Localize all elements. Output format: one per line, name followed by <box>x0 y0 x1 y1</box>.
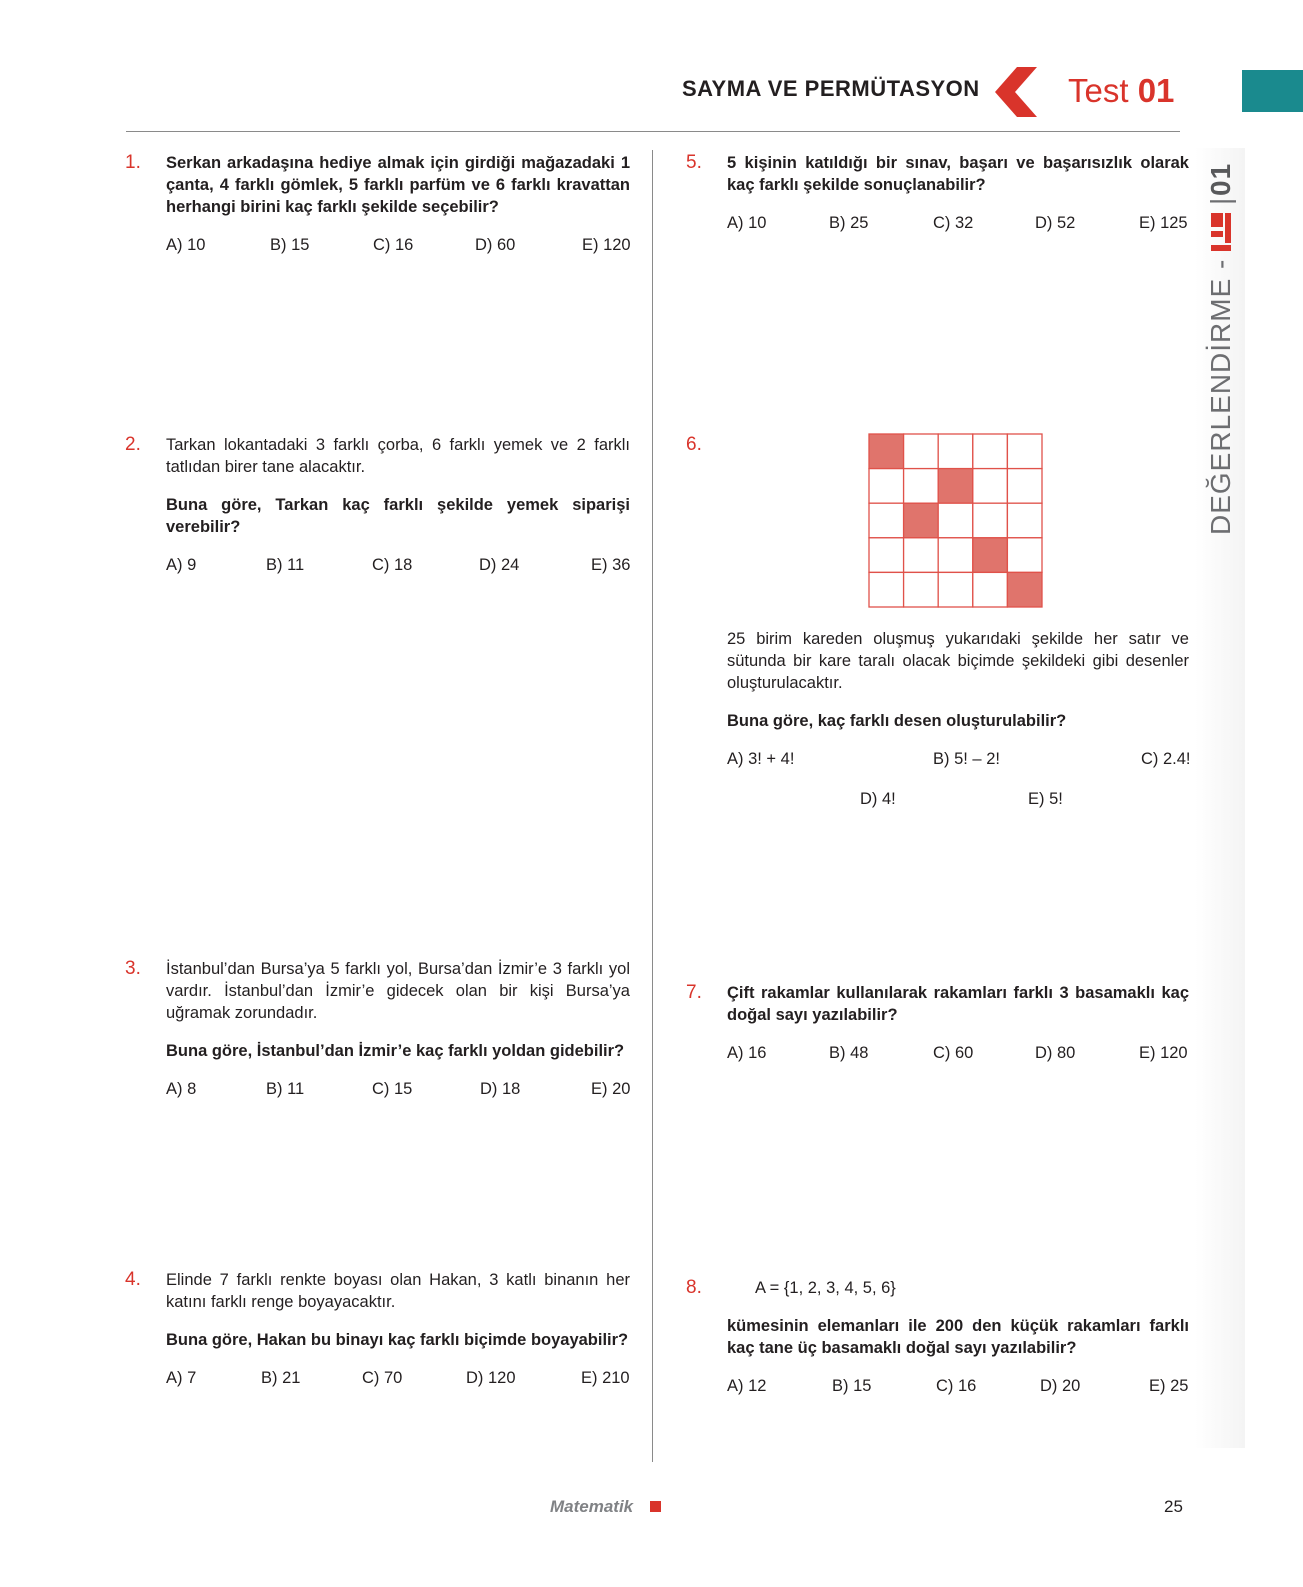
test-number: 01 <box>1137 72 1175 109</box>
choice-e[interactable]: E) 20 <box>591 1080 631 1098</box>
grid-cell <box>938 572 973 607</box>
grid-cell <box>869 503 904 538</box>
grid-cell <box>973 572 1008 607</box>
question-text: 5 kişinin katıldığı bir sınav, başarı ve başarısızlık olarak kaç farklı şekilde sonuçlanabilir? <box>727 154 1189 194</box>
choice-d[interactable]: D) 80 <box>1035 1044 1076 1062</box>
set-definition: A = {1, 2, 3, 4, 5, 6} <box>755 1279 896 1297</box>
question-text: Tarkan lokantadaki 3 farklı çorba, 6 farklı yemek ve 2 farklı tatlıdan birer tane alacaktır. <box>166 436 630 476</box>
choice-c[interactable]: C) 32 <box>933 214 974 232</box>
question-text: Elinde 7 farklı renkte boyası olan Hakan, 3 katlı binanın her katını farklı renge boyayacaktır. <box>166 1271 630 1311</box>
answer-choices <box>727 1042 1189 1064</box>
test-label <box>1068 72 1174 110</box>
question-prompt: Buna göre, kaç farklı desen oluşturulabilir? <box>727 712 1067 730</box>
choice-b[interactable]: B) 5! – 2! <box>933 750 1000 768</box>
choice-d[interactable]: D) 24 <box>479 556 520 574</box>
section-title: SAYMA VE PERMÜTASYON <box>682 76 980 101</box>
choice-a[interactable]: A) 9 <box>166 556 197 574</box>
answer-choices <box>727 1375 1189 1397</box>
choice-c[interactable]: C) 16 <box>373 236 414 254</box>
side-label-number: 01 <box>1205 163 1236 197</box>
teal-tab <box>1242 70 1303 112</box>
question-number: 6. <box>686 434 702 455</box>
grid-cell <box>1007 469 1042 504</box>
choice-b[interactable]: B) 25 <box>829 214 869 232</box>
choice-b[interactable]: B) 11 <box>266 556 305 574</box>
choice-b[interactable]: B) 15 <box>832 1377 872 1395</box>
question-number: 8. <box>686 1277 702 1298</box>
choice-c[interactable]: C) 15 <box>372 1080 413 1098</box>
choice-e[interactable]: E) 25 <box>1149 1377 1189 1395</box>
grid-cell <box>1007 538 1042 573</box>
choice-c[interactable]: C) 16 <box>936 1377 977 1395</box>
choice-b[interactable]: B) 48 <box>829 1044 869 1062</box>
choice-a[interactable]: A) 3! + 4! <box>727 750 795 768</box>
choice-a[interactable]: A) 16 <box>727 1044 767 1062</box>
grid-cell <box>973 469 1008 504</box>
question-number: 5. <box>686 152 702 173</box>
choice-e[interactable]: E) 210 <box>581 1369 630 1387</box>
choice-a[interactable]: A) 7 <box>166 1369 197 1387</box>
grid-cell-shaded <box>1007 572 1042 607</box>
question-prompt: Buna göre, İstanbul’dan İzmir’e kaç farklı yoldan gidebilir? <box>166 1042 625 1060</box>
choice-c[interactable]: C) 70 <box>362 1369 403 1387</box>
grid-cell <box>1007 434 1042 469</box>
question-prompt: Buna göre, Tarkan kaç farklı şekilde yemek siparişi verebilir? <box>166 496 630 536</box>
choice-e[interactable]: E) 5! <box>1028 790 1063 808</box>
answer-choices <box>727 212 1189 234</box>
answer-choices <box>727 748 1189 808</box>
choice-d[interactable]: D) 52 <box>1035 214 1076 232</box>
grid-cell <box>938 538 973 573</box>
question-text: 25 birim kareden oluşmuş yukarıdaki şekilde her satır ve sütunda bir kare taralı olacak biçimde şekildeki gibi desenler oluşturulacaktır. <box>727 630 1189 692</box>
footer-square-icon <box>650 1501 661 1512</box>
side-label <box>1206 155 1236 535</box>
choice-d[interactable]: D) 18 <box>480 1080 521 1098</box>
question-number: 3. <box>125 958 141 979</box>
choice-a[interactable]: A) 10 <box>727 214 767 232</box>
chevron-left-icon <box>995 67 1037 117</box>
question-number: 2. <box>125 434 141 455</box>
question-number: 1. <box>125 152 141 173</box>
question-number: 7. <box>686 982 702 1003</box>
question-6-body <box>727 628 1189 808</box>
choice-c[interactable]: C) 60 <box>933 1044 974 1062</box>
grid-cell-shaded <box>869 434 904 469</box>
side-label-text: DEĞERLENDİRME - <box>1205 258 1236 535</box>
choice-c[interactable]: C) 18 <box>372 556 413 574</box>
choice-b[interactable]: B) 11 <box>266 1080 305 1098</box>
answer-choices <box>166 234 630 256</box>
choice-c[interactable]: C) 2.4! <box>1141 750 1191 768</box>
choice-a[interactable]: A) 10 <box>166 236 206 254</box>
test-word: Test <box>1068 72 1129 109</box>
choice-d[interactable]: D) 20 <box>1040 1377 1081 1395</box>
choice-a[interactable]: A) 8 <box>166 1080 197 1098</box>
pattern-grid <box>868 433 1044 609</box>
choice-e[interactable]: E) 120 <box>1139 1044 1188 1062</box>
grid-cell <box>938 503 973 538</box>
choice-e[interactable]: E) 125 <box>1139 214 1188 232</box>
choice-d[interactable]: D) 120 <box>466 1369 516 1387</box>
choice-e[interactable]: E) 120 <box>582 236 631 254</box>
page-number: 25 <box>1164 1497 1183 1516</box>
grid-cell <box>904 538 939 573</box>
grid-cell <box>973 434 1008 469</box>
question-text: Serkan arkadaşına hediye almak için girdiği mağazadaki 1 çanta, 4 farklı gömlek, 5 farklı parfüm ve 6 farklı kravattan herhangi birini kaç farklı şekilde seçebilir? <box>166 154 630 216</box>
grid-cell-shaded <box>938 469 973 504</box>
side-label-separator: | <box>1205 196 1236 205</box>
grid-cell-shaded <box>904 503 939 538</box>
grid-cell <box>904 469 939 504</box>
grid-cell <box>869 538 904 573</box>
fasikul-logo-icon <box>1209 211 1233 253</box>
grid-cell <box>904 434 939 469</box>
grid-cell <box>1007 503 1042 538</box>
answer-choices <box>166 1367 630 1389</box>
grid-cell <box>869 572 904 607</box>
choice-e[interactable]: E) 36 <box>591 556 631 574</box>
question-text: İstanbul’dan Bursa’ya 5 farklı yol, Bursa’dan İzmir’e 3 farklı yol vardır. İstanbul’dan İzmir’e gidecek olan bir kişi Bursa’ya uğramak zorundadır. <box>166 960 630 1022</box>
choice-b[interactable]: B) 15 <box>270 236 310 254</box>
column-divider <box>652 150 653 1462</box>
grid-cell <box>973 503 1008 538</box>
question-prompt: kümesinin elemanları ile 200 den küçük rakamları farklı kaç tane üç basamaklı doğal sayı yazılabilir? <box>727 1317 1189 1357</box>
choice-d[interactable]: D) 60 <box>475 236 516 254</box>
answer-choices <box>166 1078 630 1100</box>
answer-choices <box>166 554 630 576</box>
footer-subject: Matematik <box>550 1497 634 1516</box>
choice-b[interactable]: B) 21 <box>261 1369 301 1387</box>
question-number: 4. <box>125 1269 141 1290</box>
question-text: Çift rakamlar kullanılarak rakamları farklı 3 basamaklı kaç doğal sayı yazılabilir? <box>727 984 1189 1024</box>
grid-cell <box>869 469 904 504</box>
grid-cell <box>904 572 939 607</box>
choice-a[interactable]: A) 12 <box>727 1377 767 1395</box>
grid-cell-shaded <box>973 538 1008 573</box>
grid-cell <box>938 434 973 469</box>
header-rule <box>126 131 1180 132</box>
question-prompt: Buna göre, Hakan bu binayı kaç farklı biçimde boyayabilir? <box>166 1331 629 1349</box>
choice-d[interactable]: D) 4! <box>860 790 896 808</box>
